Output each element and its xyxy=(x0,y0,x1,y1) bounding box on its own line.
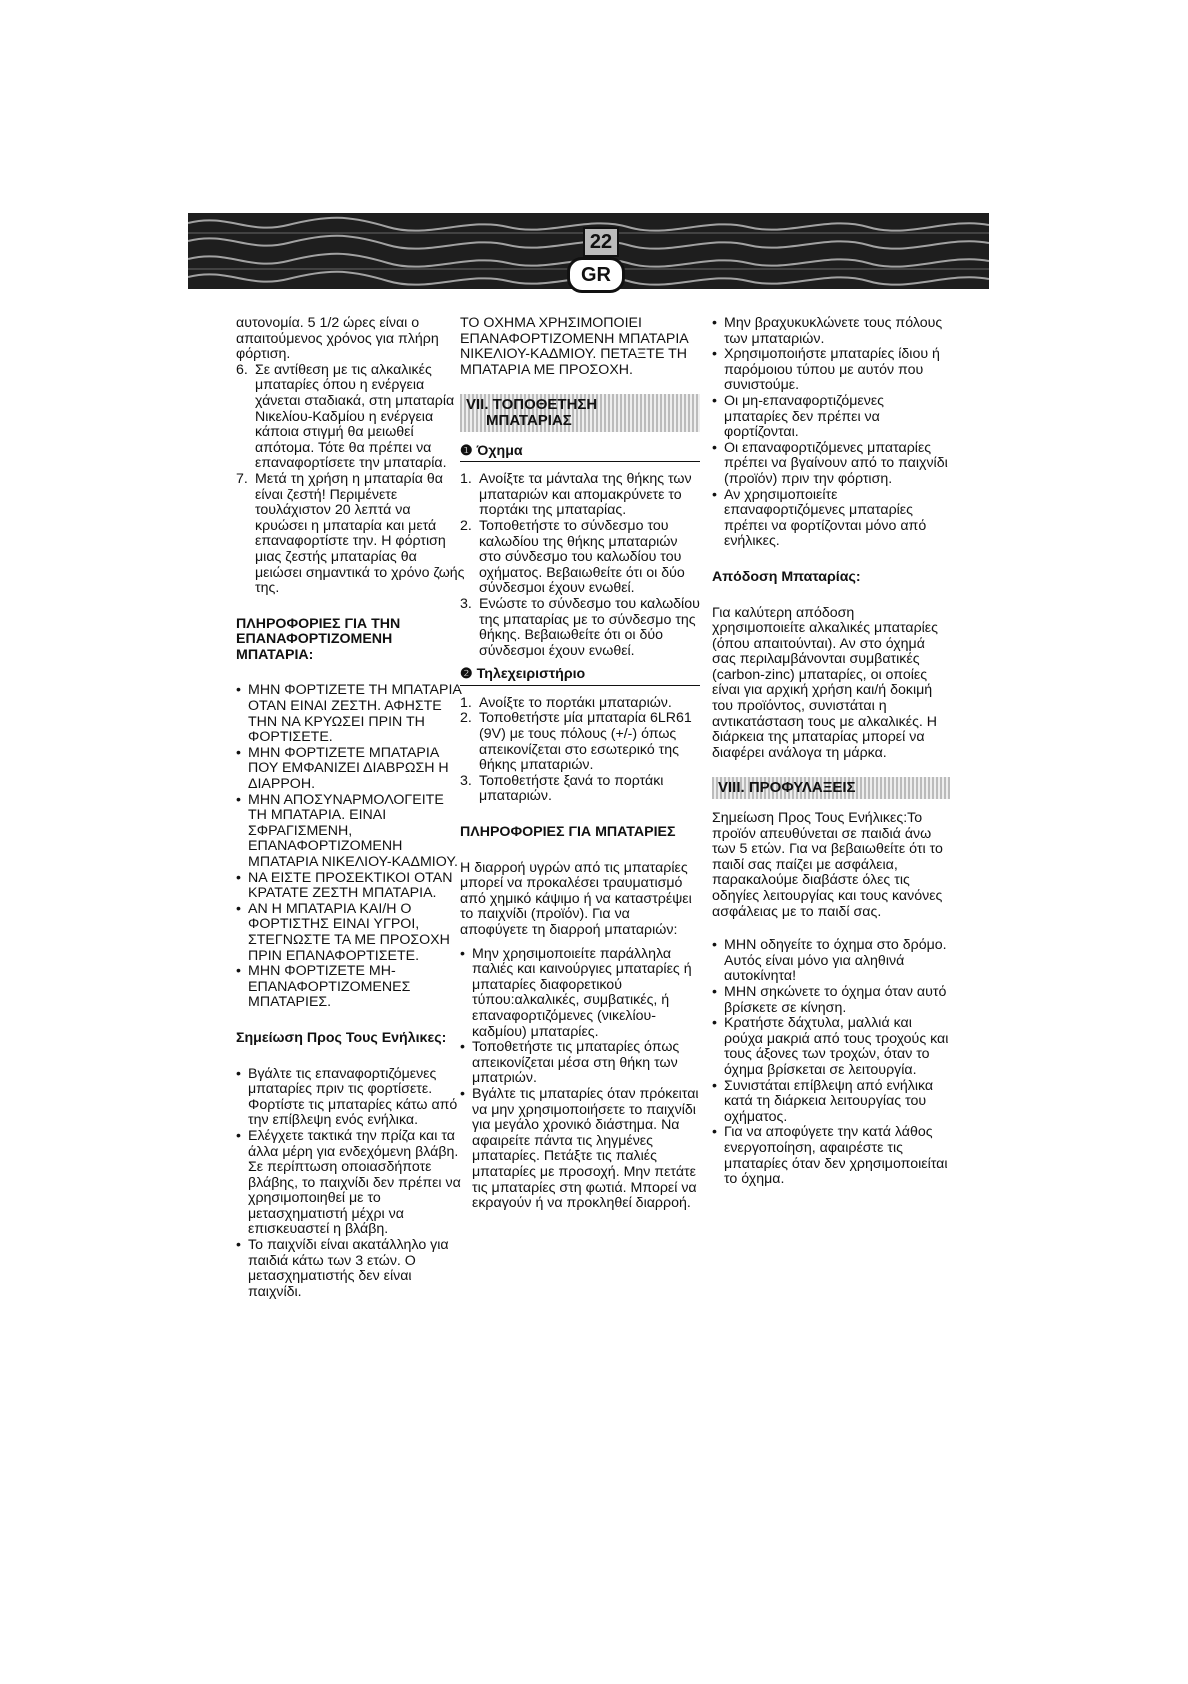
section-viii-label: VIII. ΠΡΟΦΥΛΑΞΕΙΣ xyxy=(718,779,856,797)
step-item xyxy=(460,774,700,805)
step-item xyxy=(460,597,700,659)
bullet-text: ΜΗΝ ΦΟΡΤΙΖΕΤΕ ΜΗ-ΕΠΑΝΑΦΟΡΤΙΖΟΜΕΝΕΣ ΜΠΑΤΑΡΙΕΣ. xyxy=(248,963,411,1011)
bullet-text: ΜΗΝ ΑΠΟΣΥΝΑΡΜΟΛΟΓΕΙΤΕ ΤΗ ΜΠΑΤΑΡΙΑ. ΕΙΝΑΙ ΣΦΡΑΓΙΣΜΕΝΗ, ΕΠΑΝΑΦΟΡΤΙΖΟΜΕΝΗ ΜΠΑΤΑΡΙΑ ΝΙΚΕΛΙΟΥ-ΚΑΔΜΙΟΥ. xyxy=(248,791,458,870)
precaution-bullet xyxy=(712,938,950,985)
note-bullet xyxy=(236,1067,466,1129)
warning-bullet xyxy=(236,683,466,745)
warning-bullet xyxy=(236,902,466,964)
battery-bullet xyxy=(712,488,950,550)
step-text: Τοποθετήστε μία μπαταρία 6LR61 (9V) με τους πόλους (+/-) όπως απεικονίζεται στο εσωτερικό της θήκης μπαταριών. xyxy=(479,710,692,774)
item-text: Σε αντίθεση με τις αλκαλικές μπαταρίες όπου η ενέργεια χάνεται σταδιακά, στη μπαταρία Νικελίου-Καδμίου η ενέργεια κάποια στιγμή θα μειωθεί απότομα. Τότε θα πρέπει να επαναφορτίσετε την μπαταρία. xyxy=(255,361,455,472)
step-item xyxy=(460,472,700,519)
bullet-icon: • xyxy=(236,744,241,761)
bullet-text: ΜΗΝ ΦΟΡΤΙΖΕΤΕ ΤΗ ΜΠΑΤΑΡΙΑ ΟΤΑΝ ΕΙΝΑΙ ΖΕΣΤΗ. ΑΦΗΣΤΕ ΤΗΝ ΝΑ ΚΡΥΩΣΕΙ ΠΡΙΝ ΤΗ ΦΟΡΤΙΣΕΤΕ. xyxy=(248,682,462,746)
bullet-icon: • xyxy=(712,315,717,331)
bullet-icon: • xyxy=(236,869,241,886)
precaution-bullet xyxy=(712,1079,950,1126)
bullet-icon: • xyxy=(712,392,717,409)
battery-performance-heading: Απόδοση Μπαταρίας: xyxy=(712,568,861,585)
battery-info-heading: ΠΛΗΡΟΦΟΡΙΕΣ ΓΙΑ ΜΠΑΤΑΡΙΕΣ xyxy=(460,824,676,841)
step-item xyxy=(460,711,700,773)
step-number: 1. xyxy=(460,471,472,488)
battery-performance-paragraph: Για καλύτερη απόδοση χρησιμοποιείτε αλκαλικές μπαταρίες (όπου απαιτούνται). Αν στο όχημά σας περιλαμβάνονται συμβατικές (carbon-zinc) μπαταρίες, οι οποίες είναι για αρχική χρήση και/ή δοκιμή του προϊόντος, συνιστάται η αντικατάσταση τους με αλκαλικές. Η διάρκεια της μπαταρίας μπορεί να διαφέρει ανάλογα τη μάρκα. xyxy=(712,604,938,761)
bullet-icon: • xyxy=(236,1127,241,1144)
bullet-icon: • xyxy=(236,1237,241,1254)
bullet-text: Τοποθετήστε τις μπαταρίες όπως απεικονίζεται μέσα στη θήκη των μπατριών. xyxy=(472,1039,680,1087)
bullet-icon: • xyxy=(236,900,241,917)
language-badge: GR xyxy=(567,257,625,293)
bullet-icon: • xyxy=(460,1085,465,1102)
section-vii-line1: VII. ΤΟΠΟΘΕΤΗΣΗ xyxy=(466,396,598,414)
numbered-item xyxy=(236,363,466,472)
battery-bullet xyxy=(460,1040,700,1087)
step-number: 3. xyxy=(460,595,472,612)
bullet-icon: • xyxy=(236,791,241,808)
section-vii-line2: ΜΠΑΤΑΡΙΑΣ xyxy=(486,411,572,429)
bullet-icon: • xyxy=(712,346,717,363)
bullet-text: Συνιστάται επίβλεψη από ενήλικα κατά τη διάρκεια λειτουργίας του οχήματος. xyxy=(724,1077,934,1125)
bullet-text: Οι μη-επαναφορτιζόμενες μπαταρίες δεν πρέπει να φορτίζονται. xyxy=(724,392,884,441)
warning-bullet xyxy=(236,746,466,793)
bullet-icon: • xyxy=(460,1039,465,1056)
battery-bullet xyxy=(712,316,950,347)
section-vii-heading xyxy=(460,394,700,431)
bullet-icon: • xyxy=(236,682,241,699)
step-text: Τοποθετήστε το σύνδεσμο του καλωδίου της θήκης μπαταριών στο σύνδεσμο του καλωδίου του οχήματος. Βεβαιωθείτε ότι οι δύο σύνδεσμοι έχουν ενωθεί. xyxy=(479,517,685,597)
step-number: 2. xyxy=(460,710,472,727)
adults-note-heading: Σημείωση Προς Τους Ενήλικες: xyxy=(236,1029,447,1046)
bullet-icon: • xyxy=(460,945,465,962)
bullet-icon: • xyxy=(236,963,241,980)
col2-intro: ΤΟ ΟΧΗΜΑ ΧΡΗΣΙΜΟΠΟΙΕΙ ΕΠΑΝΑΦΟΡΤΙΖΟΜΕΝΗ ΜΠΑΤΑΡΙΑ ΝΙΚΕΛΙΟΥ-ΚΑΔΜΙΟΥ. ΠΕΤΑΞΤΕ ΤΗ ΜΠΑΤΑΡΙΑ ΜΕ ΠΡΟΣΟΧΗ. xyxy=(460,315,688,378)
col1-intro: αυτονομία. 5 1/2 ώρες είναι ο απαιτούμενος χρόνος για πλήρη φόρτιση. xyxy=(236,315,439,363)
bullet-text: ΜΗΝ ΦΟΡΤΙΖΕΤΕ ΜΠΑΤΑΡΙΑ ΠΟΥ ΕΜΦΑΝΙΖΕΙ ΔΙΑΒΡΩΣΗ Η ΔΙΑΡΡΟΗ. xyxy=(248,744,449,793)
bullet-icon: • xyxy=(712,439,717,456)
item-text: Μετά τη χρήση η μπαταρία θα είναι ζεστή! Περιμένετε τουλάχιστον 20 λεπτά να κρυώσει η μπαταρία και μετά επαναφορτίστε την. Η φόρτιση μιας ζεστής μπαταρίας θα μειώσει σημαντικά το χρόνο ζωής της. xyxy=(255,470,465,597)
bullet-text: Το παιχνίδι είναι ακατάλληλο για παιδιά κάτω των 3 ετών. Ο μετασχηματιστής δεν είναι παιχνίδι. xyxy=(248,1237,449,1300)
bullet-text: ΜΗΝ οδηγείτε το όχημα στο δρόμο. Αυτός είναι μόνο για αληθινά αυτοκίνητα! xyxy=(724,937,947,985)
bullet-icon: • xyxy=(712,937,717,954)
battery-bullet xyxy=(460,947,700,1041)
battery-bullet xyxy=(712,394,950,441)
step-text: Ανοίξτε τα μάνταλα της θήκης των μπαταριών και απομακρύνετε το πορτάκι της μπαταρίας. xyxy=(479,471,692,519)
precautions-paragraph: Σημείωση Προς Τους Ενήλικες:Το προϊόν απευθύνεται σε παιδιά άνω των 5 ετών. Για να βεβαιωθείτε ότι το παιδί σας παίζει με ασφάλεια, παρακαλούμε διαβάστε όλες τις οδηγίες λειτουργίας και τους κανόνες ασφάλειας με το παιδί σας. xyxy=(712,810,943,920)
section-viii-heading xyxy=(712,777,950,799)
note-bullet xyxy=(236,1238,466,1300)
step-text: Ανοίξτε το πορτάκι μπαταριών. xyxy=(479,694,672,711)
step-item xyxy=(460,696,700,712)
warning-bullet xyxy=(236,793,466,871)
step-text: Τοποθετήστε ξανά το πορτάκι μπαταριών. xyxy=(479,772,664,805)
rechargeable-info-heading: ΠΛΗΡΟΦΟΡΙΕΣ ΓΙΑ ΤΗΝ ΕΠΑΝΑΦΟΡΤΙΖΟΜΕΝΗ ΜΠΑΤΑΡΙΑ: xyxy=(236,615,401,663)
bullet-icon: • xyxy=(712,983,717,1000)
precaution-bullet xyxy=(712,1016,950,1078)
step-number: 1. xyxy=(460,694,472,711)
bullet-text: ΑΝ Η ΜΠΑΤΑΡΙΑ ΚΑΙ/Η Ο ΦΟΡΤΙΣΤΗΣ ΕΙΝΑΙ ΥΓΡΟΙ, ΣΤΕΓΝΩΣΤΕ ΤΑ ΜΕ ΠΡΟΣΟΧΗ ΠΡΙΝ ΕΠΑΝΑΦΟΡΤΙΣΕΤΕ. xyxy=(248,900,450,964)
bullet-text: Χρησιμοποιήστε μπαταρίες ίδιου ή παρόμοιου τύπου με αυτόν που συνιστούμε. xyxy=(724,346,940,394)
step-item xyxy=(460,519,700,597)
precaution-bullet xyxy=(712,1125,950,1187)
step-number: 3. xyxy=(460,772,472,789)
bullet-text: ΜΗΝ σηκώνετε το όχημα όταν αυτό βρίσκετε σε κίνηση. xyxy=(724,983,947,1016)
item-number: 7. xyxy=(236,470,248,487)
bullet-text: ΝΑ ΕΙΣΤΕ ΠΡΟΣΕΚΤΙΚΟΙ ΟΤΑΝ ΚΡΑΤΑΤΕ ΖΕΣΤΗ ΜΠΑΤΑΡΙΑ. xyxy=(248,869,453,902)
column-2 xyxy=(460,316,700,1212)
bullet-icon: • xyxy=(236,1065,241,1082)
warning-bullet xyxy=(236,871,466,902)
bullet-text: Μην χρησιμοποιείτε παράλληλα παλιές και καινούργιες μπαταρίες ή μπαταρίες διαφορετικού τύπου:αλκαλικές, συμβατικές, ή επαναφορτιζόμενες (νικελίου-καδμίου) μπαταρίες. xyxy=(472,945,692,1040)
battery-leak-paragraph: Η διαρροή υγρών από τις μπαταρίες μπορεί να προκαλέσει τραυματισμό από χημικό κάψιμο ή να καταστρέψει το παιχνίδι (προϊόν). Για να αποφύγετε τη διαρροή μπαταριών: xyxy=(460,859,692,938)
battery-bullet xyxy=(712,441,950,488)
bullet-icon: • xyxy=(712,1077,717,1094)
bullet-text: Ελέγχετε τακτικά την πρίζα και τα άλλα μέρη για ενδεχόμενη βλάβη. Σε περίπτωση οποιασδήποτε βλάβης, το παιχνίδι δεν πρέπει να χρησιμοποιηθεί με το μετασχηματιστή μέχρι να επισκευαστεί η βλάβη. xyxy=(248,1127,461,1238)
column-1 xyxy=(236,316,466,1300)
item-number: 6. xyxy=(236,361,248,378)
bullet-text: Οι επαναφορτιζόμενες μπαταρίες πρέπει να βγαίνουν από το παιχνίδι (προϊόν) πριν την φόρτιση. xyxy=(724,439,948,487)
vehicle-subheading: ❶ Όχημα xyxy=(460,444,700,463)
bullet-text: Αν χρησιμοποιείτε επαναφορτιζόμενες μπαταρίες πρέπει να φορτίζονται μόνο από ενήλικες. xyxy=(724,486,927,550)
note-bullet xyxy=(236,1129,466,1238)
step-text: Ενώστε το σύνδεσμο του καλωδίου της μπαταρίας με το σύνδεσμο της θήκης. Βεβαιωθείτε ότι οι δύο σύνδεσμοι έχουν ενωθεί. xyxy=(479,595,700,659)
numbered-item xyxy=(236,472,466,597)
bullet-icon: • xyxy=(712,1015,717,1032)
bullet-text: Για να αποφύγετε την κατά λάθος ενεργοποίηση, αφαιρέστε τις μπαταρίες όταν δεν χρησιμοποιείται το όχημα. xyxy=(724,1124,948,1188)
bullet-text: Μην βραχυκυκλώνετε τους πόλους των μπαταριών. xyxy=(724,315,943,347)
bullet-text: Κρατήστε δάχτυλα, μαλλιά και ρούχα μακριά από τους τροχούς και τους άξονες των τροχών, όταν το όχημα βρίσκεται σε λειτουργία. xyxy=(724,1015,949,1078)
remote-subheading: ❷ Τηλεχειριστήριο xyxy=(460,667,700,686)
battery-bullet xyxy=(460,1087,700,1212)
precaution-bullet xyxy=(712,985,950,1016)
bullet-text: Βγάλτε τις μπαταρίες όταν πρόκειται να μην χρησιμοποιήσετε το παιχνίδι για μεγάλο χρονικό διάστημα. Να αφαιρείτε πάντα τις ληγμένες μπαταρίες. Πετάξτε τις παλιές μπαταρίες με προσοχή. Μην πετάτε τις μπαταρίες στη φωτιά. Μπορεί να εκραγούν ή να προκληθεί διαρροή. xyxy=(472,1085,699,1212)
bullet-icon: • xyxy=(712,1124,717,1141)
step-number: 2. xyxy=(460,517,472,534)
page-number: 22 xyxy=(583,227,619,257)
warning-bullet xyxy=(236,964,466,1011)
column-3 xyxy=(712,316,950,1188)
bullet-text: Βγάλτε τις επαναφορτιζόμενες μπαταρίες πριν τις φορτίσετε. Φορτίστε τις μπαταρίες κάτω από την επίβλεψη ενός ενήλικα. xyxy=(248,1065,458,1129)
battery-bullet xyxy=(712,347,950,394)
bullet-icon: • xyxy=(712,486,717,503)
